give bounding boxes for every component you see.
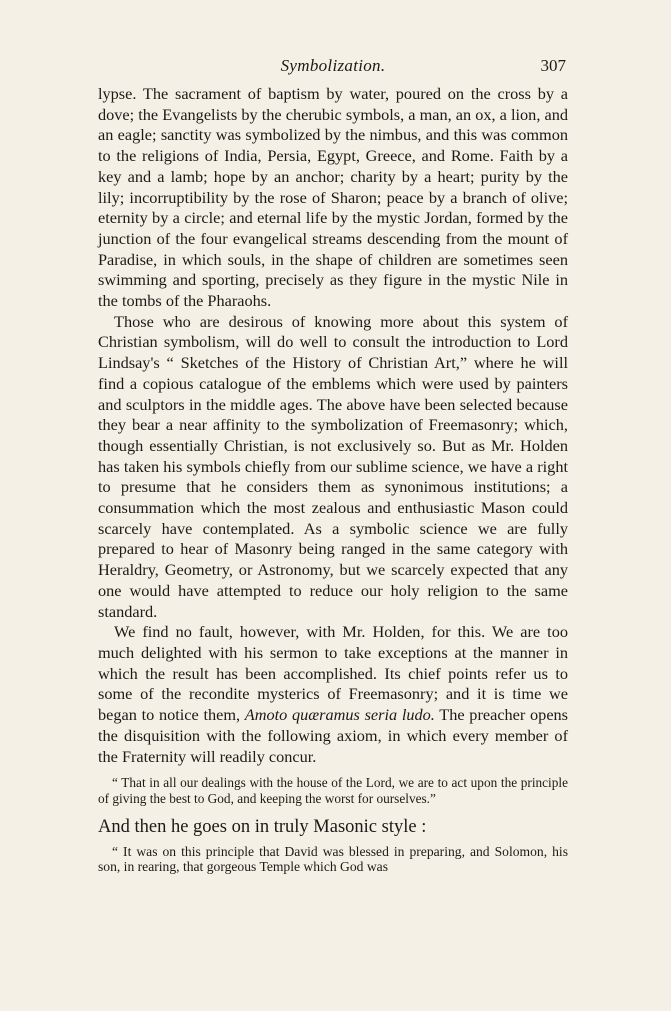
page-number: 307 — [540, 56, 566, 75]
paragraph-3-start: We find no fault, however, with Mr. Holden, for this. We are too much delighted with his sermon to take exceptions at the manner in which the result has been accomplished. Its chief points refer us to some of the recondite mysterics of Freemasonry; and it is time we began to notice them, — [98, 622, 568, 725]
paragraph-1: lypse. The sacrament of baptism by water, poured on the cross by a dove; the Evangelists by the cherubic symbols, a man, an ox, a lion, and an eagle; sanctity was symbolized by the nimbus, and this was common to the religions of India, Persia, Egypt, Greece, and Rome. Faith by a key and a lamb; hope by an anchor; charity by a heart; purity by the lily; incorruptibility by the rose of Sharon; peace by a branch of olive; eternity by a circle; and eternal life by the mystic Jordan, formed by the junction of the four evangelical streams descending from the mount of Paradise, in which souls, in the shape of children are sometimes seen swimming and sporting, precisely as they figure in the mystic Nile in the tombs of the Pharaohs. — [98, 84, 568, 311]
running-title: Symbolization. — [280, 56, 386, 75]
paragraph-3 — [98, 622, 568, 767]
running-head — [98, 56, 568, 84]
book-page — [98, 56, 568, 875]
latin-phrase: Amoto quæramus seria ludo. — [244, 705, 435, 725]
paragraph-2: Those who are desirous of knowing more about this system of Christian symbolism, will do well to consult the introduction to Lord Lindsay's “ Sketches of the History of Christian Art,” where he will find a copious catalogue of the emblems which were used by painters and sculptors in the middle ages. The above have been selected because they bear a near affinity to the symbolization of Freemasonry; which, though essentially Christian, is not exclusively so. But as Mr. Holden has taken his symbols chiefly from our sublime science, we have a right to presume that he considers them as synonimous institutions; a consummation which the most zealous and enthusiastic Mason could scarcely have contemplated. As a symbolic science we are fully prepared to hear of Masonry being ranged in the same category with Heraldry, Geometry, or Astronomy, but we scarcely expected that any one would have attempted to reduce our holy religion to the same standard. — [98, 311, 568, 621]
block-quote-2: “ It was on this principle that David was blessed in preparing, and Solomon, his son, in rearing, that gorgeous Temple which God was — [98, 843, 568, 875]
block-quote-1: “ That in all our dealings with the house of the Lord, we are to act upon the principle of giving the best to God, and keeping the worst for ourselves.” — [98, 775, 568, 806]
lead-in-line: And then he goes on in truly Masonic style : — [98, 816, 427, 837]
paragraph-3-end: The preacher opens the disquisition with the following axiom, in which every member of the Fraternity will readily concur. — [98, 705, 569, 766]
